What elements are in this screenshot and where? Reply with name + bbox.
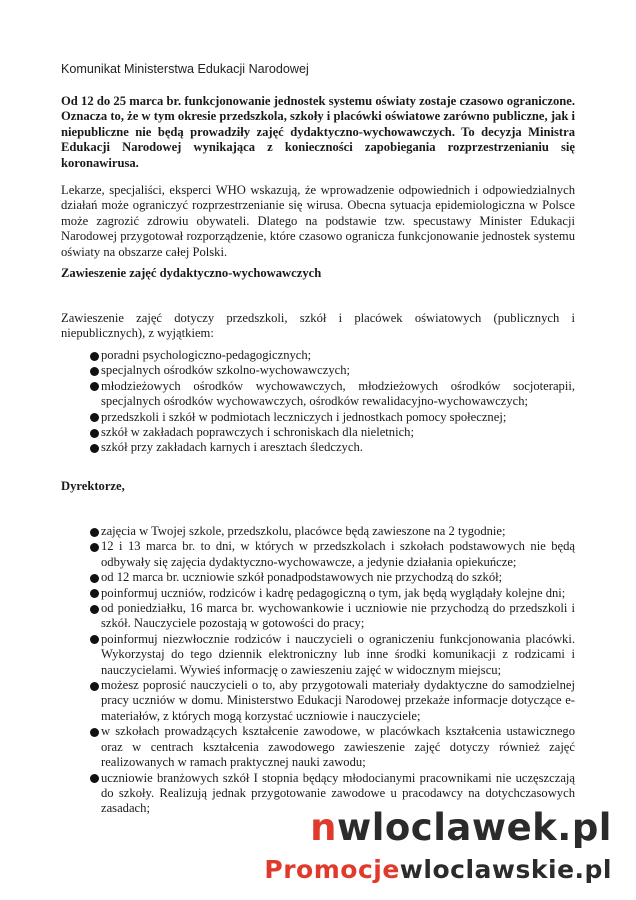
- directors-list: [90, 524, 575, 817]
- intro-paragraph: Od 12 do 25 marca br. funkcjonowanie jednostek systemu oświaty zostaje czasowo ograniczone. Oznacza to, że w tym okresie przedszkola, szkoły i placówki oświatowe zarówno publiczne, jak i niepubliczne nie będą prowadziły zajęć dydaktyczno-wychowawczych. To decyzja Ministra Edukacji Narodowej wynikająca z konieczności zapobiegania rozprzestrzenianiu się koronawirusa.: [61, 94, 575, 170]
- list-item: poinformuj niezwłocznie rodziców i nauczycieli o ograniczeniu funkcjonowania placówki. Wykorzystaj do tego dziennik elektroniczny lub inne środki komunikacji z rodzicami i nauczycielami. Wywieś informację o zawieszeniu zajęć w widocznym miejscu;: [90, 632, 575, 678]
- list-item: przedszkoli i szkół w podmiotach leczniczych i jednostkach pomocy społecznej;: [90, 410, 575, 425]
- suspension-lead: Zawieszenie zajęć dotyczy przedszkoli, szkół i placówek oświatowych (publicznych i niepublicznych), z wyjątkiem:: [61, 311, 575, 341]
- document-header: Komunikat Ministerstwa Edukacji Narodowej: [61, 62, 309, 76]
- list-item: od poniedziałku, 16 marca br. wychowankowie i uczniowie nie przychodzą do przedszkoli i szkół. Nauczyciele pozostają w gotowości do pracy;: [90, 601, 575, 632]
- section-heading-suspension: Zawieszenie zajęć dydaktyczno-wychowawczych: [61, 266, 322, 280]
- list-item: poinformuj uczniów, rodziców i kadrę pedagogiczną o tym, jak będą wyglądały kolejne dni;: [90, 586, 575, 601]
- list-item: zajęcia w Twojej szkole, przedszkolu, placówce będą zawieszone na 2 tygodnie;: [90, 524, 575, 539]
- bullet-icon: [90, 429, 99, 438]
- body-paragraph: Lekarze, specjaliści, eksperci WHO wskazują, że wprowadzenie odpowiednich i odpowiedzialnych działań może ograniczyć rozprzestrzenianie się wirusa. Obecna sytuacja epidemiologiczna w Polsce może zagrozić zdrowiu obywateli. Dlatego na podstawie tzw. specustawy Minister Edukacji Narodowej przygotował rozporządzenie, które czasowo ogranicza funkcjonowanie jednostek systemu oświaty na obszarze całej Polski.: [61, 183, 575, 259]
- bullet-icon: [90, 774, 99, 783]
- watermark-nwloclawek-logo: nwloclawek.pl: [310, 806, 612, 849]
- bullet-icon: [90, 413, 99, 422]
- list-item: poradni psychologiczno-pedagogicznych;: [90, 348, 575, 363]
- list-item: w szkołach prowadzących kształcenie zawodowe, w placówkach kształcenia ustawicznego oraz w centrach kształcenia zawodowego zawieszenie zajęć dotyczy również zajęć realizowanych w ramach praktycznej nauki zawodu;: [90, 724, 575, 770]
- bullet-icon: [90, 382, 99, 391]
- list-item: 12 i 13 marca br. to dni, w których w przedszkolach i szkołach podstawowych nie będą odbywały się zajęcia dydaktyczno-wychowawcze, a jedynie działania opiekuńcze;: [90, 539, 575, 570]
- watermark-promocje-logo: Promocjewloclawskie.pl: [264, 855, 612, 884]
- bullet-icon: [90, 367, 99, 376]
- list-item: uczniowie branżowych szkół I stopnia będący młodocianymi pracownikami nie uczęszczają do szkoły. Realizują jednak przygotowanie zawodowe u pracodawcy na dotychczasowych zasadach;: [90, 771, 575, 817]
- list-item: specjalnych ośrodków szkolno-wychowawczych;: [90, 363, 575, 378]
- list-item: młodzieżowych ośrodków wychowawczych, młodzieżowych ośrodków socjoterapii, specjalnych ośrodków wychowawczych, ośrodków rewalidacyjno-wychowawczych;: [90, 379, 575, 410]
- bullet-icon: [90, 605, 99, 614]
- bullet-icon: [90, 682, 99, 691]
- bullet-icon: [90, 352, 99, 361]
- bullet-icon: [90, 444, 99, 453]
- bullet-icon: [90, 635, 99, 644]
- bullet-icon: [90, 574, 99, 583]
- bullet-icon: [90, 728, 99, 737]
- bullet-icon: [90, 589, 99, 598]
- list-item: możesz poprosić nauczycieli o to, aby przygotowali materiały dydaktyczne do samodzielnej pracy uczniów w domu. Ministerstwo Edukacji Narodowej przekaże informacje dotyczące e-materiałów, z których mogą korzystać uczniowie i nauczyciele;: [90, 678, 575, 724]
- bullet-icon: [90, 543, 99, 552]
- exceptions-list: [90, 348, 575, 456]
- bullet-icon: [90, 528, 99, 537]
- list-item: szkół w zakładach poprawczych i schroniskach dla nieletnich;: [90, 425, 575, 440]
- section-heading-directors: Dyrektorze,: [61, 479, 125, 493]
- list-item: od 12 marca br. uczniowie szkół ponadpodstawowych nie przychodzą do szkół;: [90, 570, 575, 585]
- list-item: szkół przy zakładach karnych i aresztach śledczych.: [90, 440, 575, 455]
